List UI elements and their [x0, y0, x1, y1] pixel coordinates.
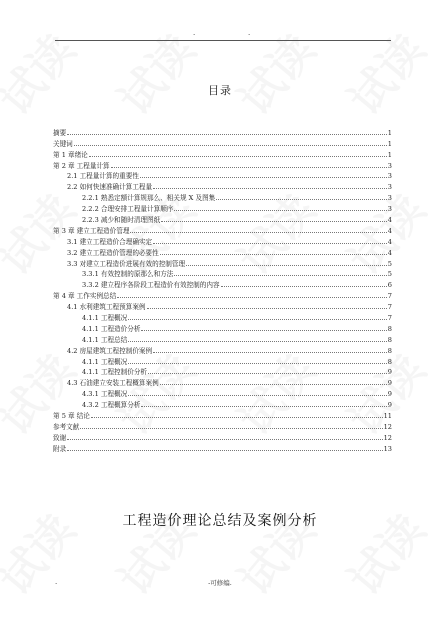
toc-entry[interactable]	[53, 170, 392, 181]
toc-entry-label: 4.1.1 工程总结	[82, 335, 128, 344]
toc-dot-leader	[128, 341, 387, 342]
toc-entry-page: 9	[387, 368, 392, 377]
toc-entry-label: 4.1 水利建筑工程预算案例	[67, 303, 146, 312]
toc-entry-label: 关键词	[53, 139, 73, 148]
toc-dot-leader	[160, 384, 387, 385]
toc-entry-page: 1	[387, 150, 392, 159]
toc-entry[interactable]	[53, 268, 392, 279]
toc-dot-leader	[216, 199, 387, 200]
table-of-contents	[53, 126, 392, 453]
toc-dot-leader	[117, 297, 387, 298]
toc-entry-label: 3.3.1 有效控制的原那么和方法	[82, 270, 174, 279]
page-header	[0, 29, 440, 39]
toc-entry-page: 5	[387, 270, 392, 279]
toc-entry[interactable]	[53, 300, 392, 311]
toc-entry-label: 第 3 章 建立工程造价管理	[53, 226, 130, 235]
toc-entry[interactable]	[53, 311, 392, 322]
toc-dot-leader	[67, 439, 382, 440]
toc-dot-leader	[174, 210, 386, 211]
toc-entry-label: 3.1 建立工程造价合理确实定	[67, 237, 153, 246]
toc-dot-leader	[67, 450, 382, 451]
toc-entry-page: 3	[387, 183, 392, 192]
toc-dot-leader	[89, 156, 387, 157]
footer-text: -可修编.	[208, 579, 232, 587]
toc-dot-leader	[141, 330, 386, 331]
toc-entry-label: 2.2.3 减少和随时清理图纸	[82, 216, 161, 225]
toc-entry-label: 4.3.1 工程概况	[82, 390, 128, 399]
toc-dot-leader	[80, 428, 382, 429]
toc-entry[interactable]	[53, 148, 392, 159]
toc-dot-leader	[91, 417, 383, 418]
toc-entry-page: 8	[387, 335, 392, 344]
toc-entry-label: 2.1 工程量计算的重要性	[67, 172, 139, 181]
toc-entry-page: 5	[387, 259, 392, 268]
toc-entry-page: 13	[383, 444, 392, 453]
document-title: 工程造价理论总结及案例分析	[122, 513, 318, 529]
toc-entry-label: 2.2 如何快速准确计算工程量	[67, 183, 153, 192]
toc-dot-leader	[161, 221, 387, 222]
toc-entry-label: 第 5 章 结论	[53, 412, 90, 421]
toc-entry[interactable]	[53, 278, 392, 289]
toc-entry-page: 3	[387, 161, 392, 170]
toc-entry-label: 附录	[53, 444, 67, 453]
toc-entry[interactable]	[53, 213, 392, 224]
toc-entry-label: 4.1.1 工程概况	[82, 357, 128, 366]
toc-entry-label: 2.2.2 合理安排工程量计算顺序	[82, 205, 174, 214]
toc-entry[interactable]	[53, 191, 392, 202]
footer-mark: .	[55, 578, 58, 586]
toc-entry[interactable]	[53, 344, 392, 355]
toc-entry-label: 4.3 石油建立安装工程概算案例	[67, 379, 159, 388]
toc-dot-leader	[221, 286, 387, 287]
toc-entry-label: 摘要	[53, 128, 67, 137]
toc-entry[interactable]	[53, 246, 392, 257]
toc-dot-leader	[174, 275, 386, 276]
toc-entry-page: 3	[387, 172, 392, 181]
toc-entry[interactable]	[53, 159, 392, 170]
toc-entry-label: 第 1 章绪论	[53, 150, 88, 159]
toc-entry-label: 3.3.2 建立程序各阶段工程造价有效控制的内容	[82, 281, 220, 290]
toc-entry-label: 4.1.1 工程概况	[82, 314, 128, 323]
toc-entry[interactable]	[53, 202, 392, 213]
toc-entry[interactable]	[53, 289, 392, 300]
toc-dot-leader	[128, 319, 387, 320]
header-mark-left: .	[193, 29, 196, 37]
toc-entry-page: 3	[387, 205, 392, 214]
toc-entry-label: 2.2.1 熟悉定额计算规那么、相关规 X 及图集	[82, 194, 216, 203]
toc-entry[interactable]	[53, 235, 392, 246]
toc-entry[interactable]	[53, 224, 392, 235]
toc-entry-page: 12	[383, 422, 392, 431]
toc-entry-page: 7	[387, 292, 392, 301]
toc-entry-page: 4	[387, 248, 392, 257]
toc-dot-leader	[153, 352, 387, 353]
toc-dot-leader	[128, 395, 387, 396]
toc-entry[interactable]	[53, 442, 392, 453]
toc-dot-leader	[130, 232, 386, 233]
toc-entry-label: 3.2 建立工程造价管理的必要性	[67, 248, 159, 257]
toc-dot-leader	[153, 188, 387, 189]
toc-entry-page: 7	[387, 314, 392, 323]
toc-entry-label: 4.1.1 工程造价分析	[82, 324, 141, 333]
toc-entry-page: 1	[387, 139, 392, 148]
toc-entry-page: 4	[387, 237, 392, 246]
header-divider	[55, 40, 391, 41]
toc-entry-label: 4.1.1 工程控制价分析	[82, 368, 148, 377]
toc-entry-page: 8	[387, 346, 392, 355]
toc-entry-label: 参考文献	[53, 422, 80, 431]
toc-entry[interactable]	[53, 376, 392, 387]
toc-dot-leader	[160, 254, 387, 255]
toc-entry-label: 3.3 对建立工程造价进展有效的控制管理	[67, 259, 186, 268]
toc-entry-page: 3	[387, 194, 392, 203]
toc-entry[interactable]	[53, 431, 392, 442]
toc-entry-label: 4.2 房屋建筑工程控制价案例	[67, 346, 153, 355]
toc-entry-label: 致谢	[53, 433, 67, 442]
toc-entry-page: 4	[387, 216, 392, 225]
toc-entry[interactable]	[53, 257, 392, 268]
toc-dot-leader	[111, 167, 387, 168]
toc-dot-leader	[186, 265, 387, 266]
toc-entry[interactable]	[53, 387, 392, 398]
toc-entry-page: 11	[383, 412, 392, 421]
toc-dot-leader	[74, 145, 387, 146]
toc-entry-page: 7	[387, 303, 392, 312]
toc-entry[interactable]	[53, 366, 392, 377]
toc-entry-page: 9	[387, 390, 392, 399]
toc-entry[interactable]	[53, 409, 392, 420]
header-mark-right: .	[248, 29, 251, 37]
toc-entry-page: 9	[387, 401, 392, 410]
toc-entry-label: 第 4 章 工作实例总结	[53, 292, 117, 301]
toc-entry-page: 1	[387, 128, 392, 137]
toc-entry[interactable]	[53, 355, 392, 366]
toc-dot-leader	[128, 363, 387, 364]
toc-entry-page: 4	[387, 226, 392, 235]
toc-entry-page: 9	[387, 379, 392, 388]
toc-entry[interactable]	[53, 398, 392, 409]
toc-dot-leader	[140, 177, 387, 178]
toc-dot-leader	[67, 134, 387, 135]
toc-title: 目录	[208, 84, 232, 97]
toc-entry-page: 6	[387, 281, 392, 290]
toc-dot-leader	[153, 243, 387, 244]
toc-entry-page: 8	[387, 324, 392, 333]
toc-entry[interactable]	[53, 333, 392, 344]
toc-entry-page: 12	[383, 433, 392, 442]
toc-dot-leader	[148, 373, 387, 374]
toc-entry-page: 8	[387, 357, 392, 366]
toc-entry[interactable]	[53, 137, 392, 148]
toc-entry-label: 第 2 章 工程量计算	[53, 161, 110, 170]
toc-dot-leader	[147, 308, 387, 309]
toc-entry[interactable]	[53, 322, 392, 333]
page-footer	[0, 578, 440, 590]
toc-dot-leader	[141, 406, 386, 407]
toc-entry-label: 4.3.2 工程概算分析	[82, 401, 141, 410]
toc-entry[interactable]	[53, 420, 392, 431]
toc-entry[interactable]	[53, 180, 392, 191]
toc-entry[interactable]	[53, 126, 392, 137]
